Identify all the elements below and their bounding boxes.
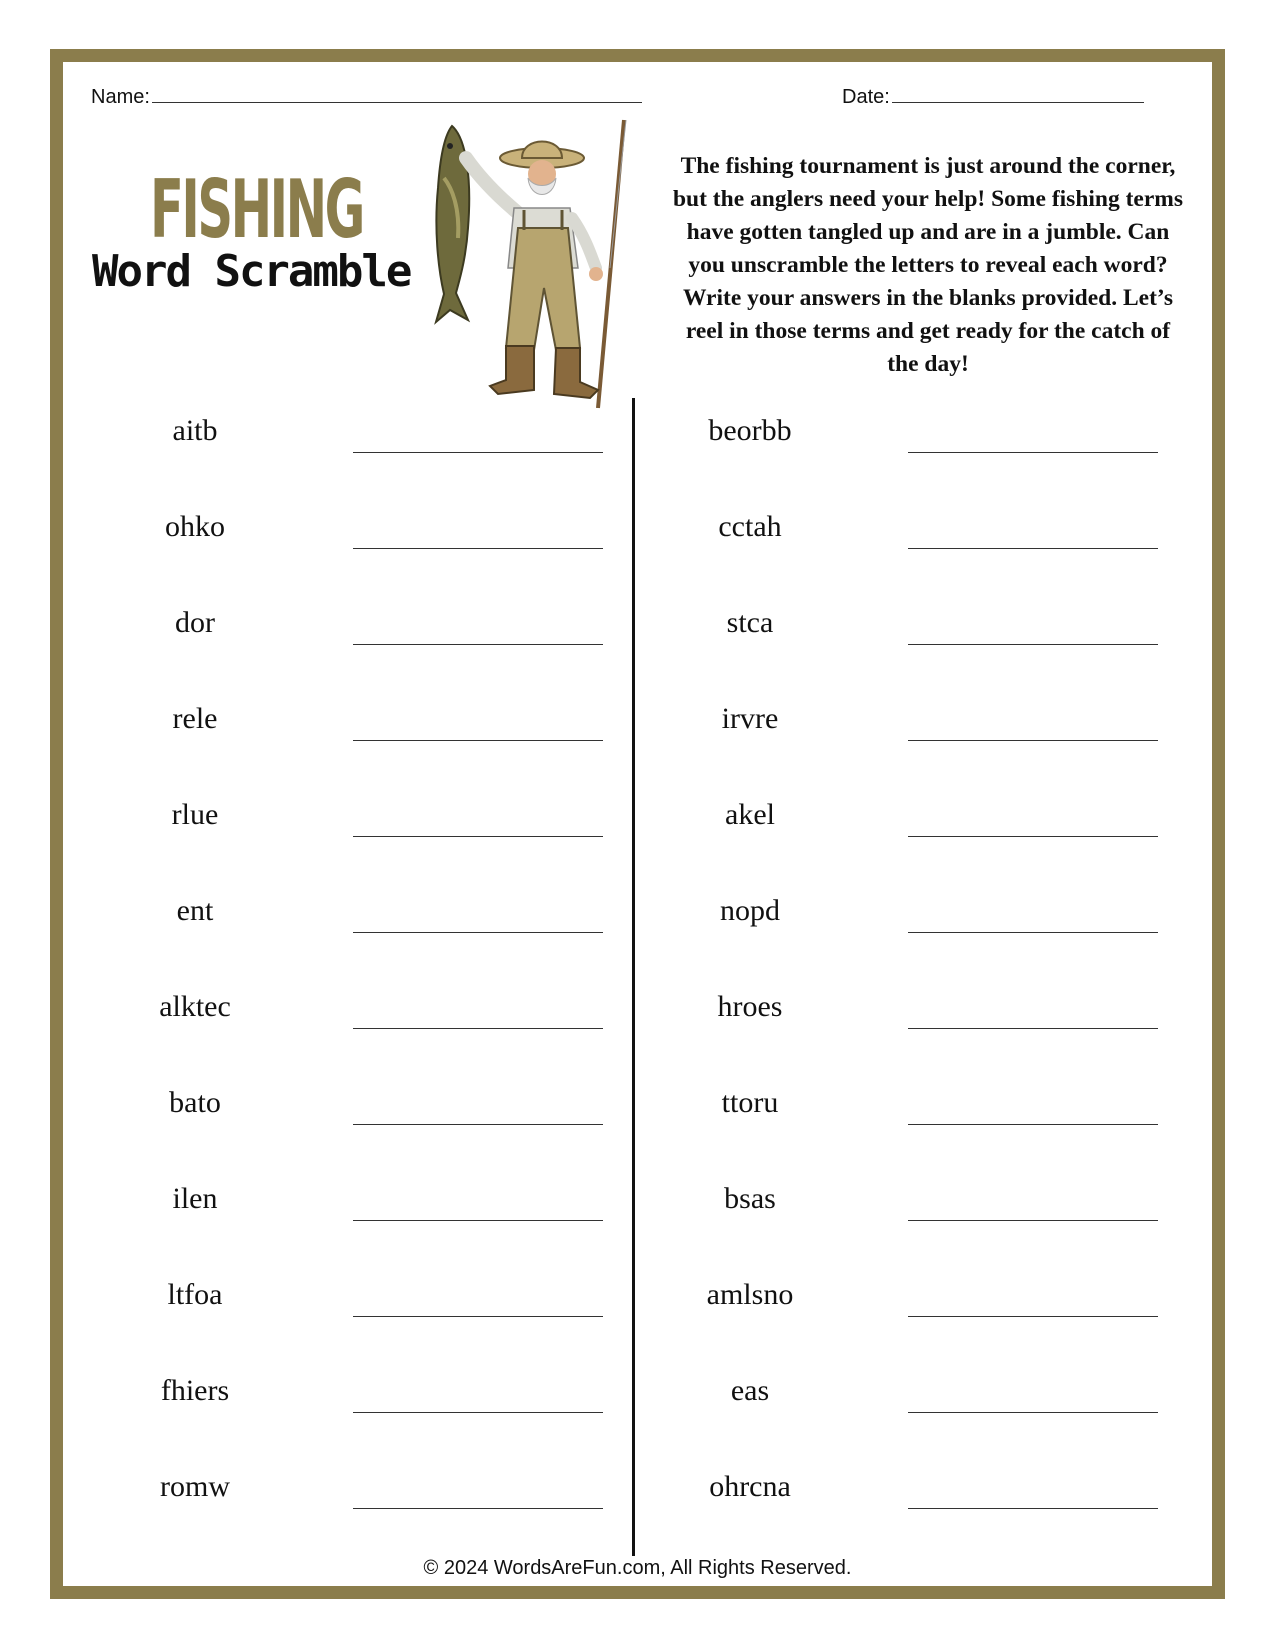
- answer-blank[interactable]: [908, 1220, 1158, 1221]
- answer-blank[interactable]: [908, 740, 1158, 741]
- scrambled-word: fhiers: [160, 1374, 230, 1407]
- scrambled-word: akel: [725, 798, 775, 831]
- copyright-footer: © 2024 WordsAreFun.com, All Rights Reserved.: [423, 1557, 852, 1579]
- scrambled-word: cctah: [718, 510, 782, 543]
- answer-blank[interactable]: [908, 1412, 1158, 1413]
- scrambled-word: irvre: [721, 702, 779, 735]
- answer-blank[interactable]: [353, 1028, 603, 1029]
- scrambled-word: ohko: [165, 510, 225, 543]
- name-field[interactable]: [91, 83, 642, 109]
- scrambled-word: alktec: [159, 990, 231, 1023]
- answer-blank[interactable]: [353, 644, 603, 645]
- answer-blank[interactable]: [353, 1220, 603, 1221]
- name-blank[interactable]: [152, 83, 642, 103]
- scrambled-word: beorbb: [708, 414, 792, 447]
- scrambled-word: romw: [160, 1470, 230, 1503]
- column-divider: [632, 398, 635, 1556]
- answer-blank[interactable]: [353, 1124, 603, 1125]
- scrambled-word: ilen: [172, 1182, 218, 1215]
- scrambled-word: bato: [169, 1086, 221, 1119]
- scrambled-word: hroes: [717, 990, 783, 1023]
- scrambled-word: ohrcna: [709, 1470, 791, 1503]
- answer-blank[interactable]: [908, 548, 1158, 549]
- answer-blank[interactable]: [353, 932, 603, 933]
- scrambled-word: rele: [172, 702, 218, 735]
- scrambled-word: ttoru: [721, 1086, 779, 1119]
- answer-blank[interactable]: [353, 1316, 603, 1317]
- answer-blank[interactable]: [908, 644, 1158, 645]
- scrambled-word: stca: [726, 606, 774, 639]
- answer-blank[interactable]: [908, 1124, 1158, 1125]
- instructions-text: The fishing tournament is just around the corner, but the anglers need your help! Some fishing terms have gotten tangled up and are in a jumble. Can you unscramble the letters to reveal each word? Write your answers in the blanks provided. Let’s reel in those terms and get ready for the catch of the day!: [672, 153, 1184, 377]
- scrambled-word: rlue: [171, 798, 219, 831]
- scrambled-word: eas: [730, 1374, 770, 1407]
- title-fishing: FISHING: [150, 163, 363, 256]
- answer-blank[interactable]: [353, 836, 603, 837]
- date-blank[interactable]: [892, 83, 1144, 103]
- answer-blank[interactable]: [908, 452, 1158, 453]
- scrambled-word: nopd: [720, 894, 780, 927]
- answer-blank[interactable]: [353, 740, 603, 741]
- fisherman-holding-fish-icon: [430, 118, 635, 423]
- answer-blank[interactable]: [353, 1508, 603, 1509]
- answer-blank[interactable]: [908, 1028, 1158, 1029]
- answer-blank[interactable]: [353, 1412, 603, 1413]
- scrambled-word: ent: [176, 894, 214, 927]
- scrambled-word: aitb: [172, 414, 218, 447]
- scrambled-word: dor: [175, 606, 215, 639]
- answer-blank[interactable]: [353, 452, 603, 453]
- title-subtitle: Word Scramble: [92, 246, 411, 297]
- scrambled-word: bsas: [724, 1182, 776, 1215]
- date-label: Date:: [842, 86, 890, 108]
- date-field[interactable]: [842, 83, 1144, 109]
- scrambled-word: amlsno: [706, 1278, 794, 1311]
- answer-blank[interactable]: [908, 1508, 1158, 1509]
- answer-blank[interactable]: [908, 932, 1158, 933]
- answer-blank[interactable]: [353, 548, 603, 549]
- answer-blank[interactable]: [908, 1316, 1158, 1317]
- scrambled-word: ltfoa: [167, 1278, 223, 1311]
- answer-blank[interactable]: [908, 836, 1158, 837]
- name-label: Name:: [91, 86, 150, 108]
